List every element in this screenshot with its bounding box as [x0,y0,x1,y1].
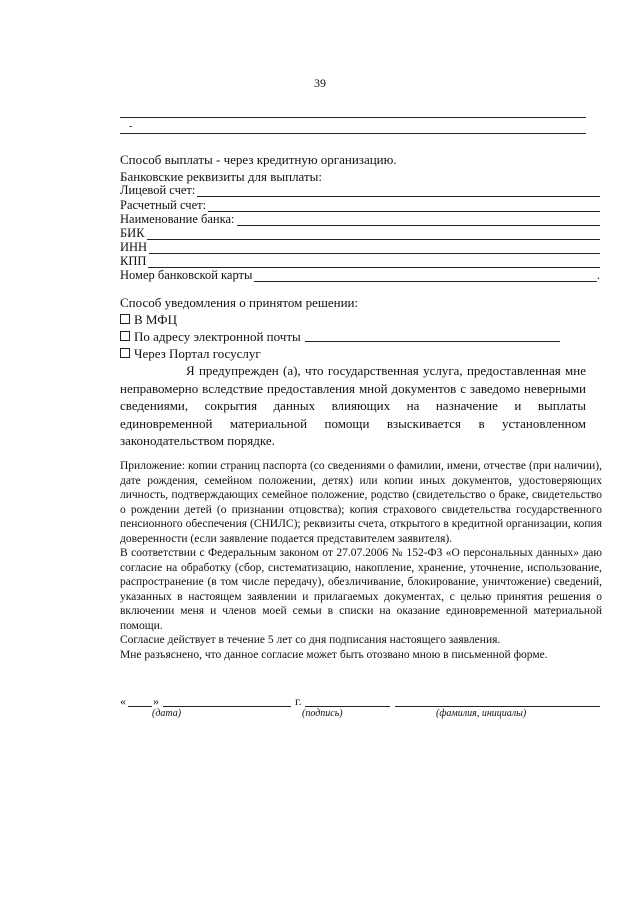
card-number-input[interactable] [254,271,596,282]
option-portal[interactable] [120,346,261,362]
attachment-paragraph: Приложение: копии страниц паспорта (со сведениями о фамилии, имени, отчестве (при наличии), дате рождения, семейном положении, детях) или копии иных документов, удостоверяющих личность, подтверждающих семейное положение, родство (свидетельство о браке, свидетельство о рождении детей (о признании отцовства); копия страхового свидетельства государственного пенсионного обеспечения (СНИЛС); реквизиты счета, открытого в кредитной организации, копия доверенности (если заявление подается представителем заявителя). [120,460,602,545]
payment-method: Способ выплаты - через кредитную организацию. [120,152,397,167]
top-line-1 [120,117,586,118]
field-label: Номер банковской карты [120,268,253,282]
name-input[interactable] [395,706,600,707]
kpp-input[interactable] [148,257,600,268]
settlement-account-input[interactable] [208,201,600,212]
personal-account-input[interactable] [197,186,600,197]
field-label: Расчетный счет: [120,198,207,212]
signature-caption: (подпись) [302,708,343,719]
field-label: БИК [120,226,145,240]
signature-input[interactable] [305,706,390,707]
date-open-quote: « [120,694,126,708]
field-inn [120,240,600,254]
option-label: В МФЦ [134,312,177,327]
checkbox-icon[interactable] [120,331,130,341]
name-caption: (фамилия, инициалы) [436,708,527,719]
option-email[interactable] [120,329,560,345]
field-label: ИНН [120,240,148,254]
top-dot: - [129,121,133,132]
field-label: КПП [120,254,147,268]
attachment-block [120,459,602,662]
field-personal-account [120,183,600,197]
year-mark: г. [295,694,302,708]
checkbox-icon[interactable] [120,348,130,358]
notification-title: Способ уведомления о принятом решении: [120,295,359,310]
field-kpp [120,254,600,268]
warning-paragraph: Я предупрежден (а), что государственная услуга, предоставленная мне неправомерно вследствие предоставления мной документов с заведомо неверными сведениями, сокрытия данных влияющих на назначение и выплаты единовременной материальной помощи взыскивается в установленном законодательством порядке. [120,363,586,448]
field-bik [120,226,600,240]
bik-input[interactable] [147,229,600,240]
checkbox-icon[interactable] [120,314,130,324]
field-label: Наименование банка: [120,212,235,226]
consent-paragraph: В соответствии с Федеральным законом от 27.07.2006 № 152-ФЗ «О персональных данных» даю согласие на обработку (сбор, систематизацию, накопление, хранение, уточнение, использование, распространение (в том числе передачу), обезличивание, блокирование, уничтожение) сведений, указанных в настоящем заявлении и прилагаемых документах, с целью принятия решения о включении меня и членов моей семьи в списки на оказание единовременной материальной помощи. [120,547,602,632]
field-bank-name [120,212,600,226]
bank-details-title: Банковские реквизиты для выплаты: [120,169,323,184]
date-close-quote: » [153,694,159,708]
revoke-paragraph: Мне разъяснено, что данное согласие может быть отозвано мною в письменной форме. [120,648,548,661]
validity-paragraph: Согласие действует в течение 5 лет со дня подписания настоящего заявления. [120,634,501,646]
option-label: По адресу электронной почты [134,329,301,344]
inn-input[interactable] [149,243,600,254]
option-mfc[interactable] [120,312,177,328]
date-caption: (дата) [152,708,182,719]
top-line-2 [120,133,586,134]
option-label: Через Портал госуслуг [134,346,261,361]
month-year-input[interactable] [163,706,291,707]
card-number-end: . [596,268,600,282]
email-input[interactable] [305,331,560,342]
field-settlement-account [120,198,600,212]
field-card-number [120,268,600,282]
day-input[interactable] [128,706,152,707]
bank-name-input[interactable] [237,215,600,226]
page-number: 39 [314,76,326,90]
field-label: Лицевой счет: [120,183,196,197]
